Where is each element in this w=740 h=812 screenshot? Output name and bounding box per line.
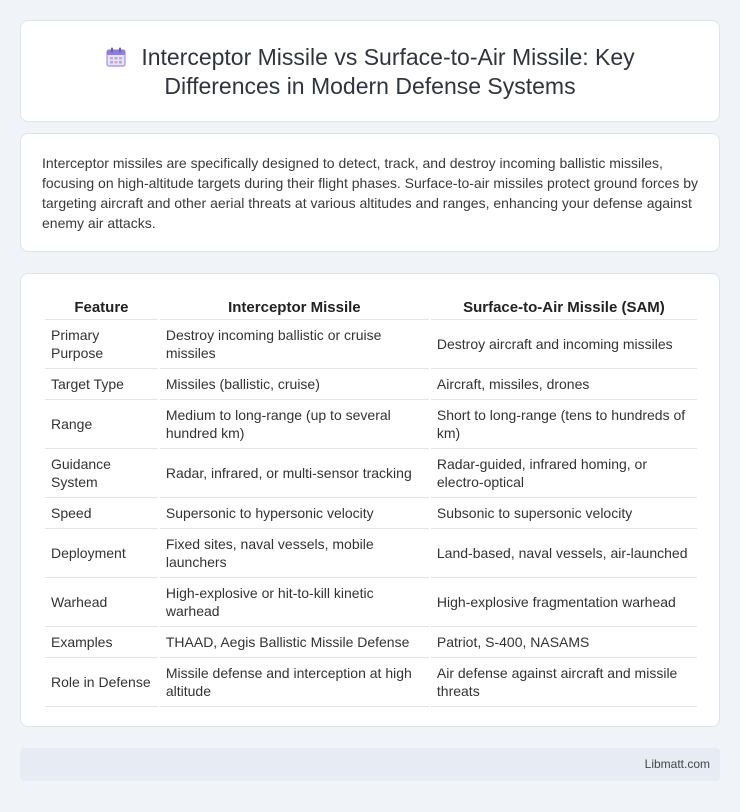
- sam-cell: Destroy aircraft and incoming missiles: [431, 320, 697, 369]
- table-row: [45, 320, 697, 369]
- header-sam: Surface-to-Air Missile (SAM): [431, 296, 697, 320]
- sam-cell: Land-based, naval vessels, air-launched: [431, 529, 697, 578]
- feature-cell: Target Type: [45, 369, 158, 400]
- footer-brand-link[interactable]: Libmatt.com: [644, 757, 710, 771]
- feature-cell: Deployment: [45, 529, 158, 578]
- table-header-row: [45, 296, 697, 320]
- feature-cell: Warhead: [45, 578, 158, 627]
- interceptor-cell: THAAD, Aegis Ballistic Missile Defense: [160, 627, 429, 658]
- feature-cell: Primary Purpose: [45, 320, 158, 369]
- table-row: [45, 498, 697, 529]
- title-card: [20, 20, 720, 122]
- comparison-table: [43, 296, 699, 707]
- sam-cell: Subsonic to supersonic velocity: [431, 498, 697, 529]
- interceptor-cell: Supersonic to hypersonic velocity: [160, 498, 429, 529]
- page-title: Interceptor Missile vs Surface-to-Air Missile: Key Differences in Modern Defense Systems: [141, 44, 635, 99]
- calendar-icon: [105, 46, 127, 68]
- interceptor-cell: Destroy incoming ballistic or cruise missiles: [160, 320, 429, 369]
- interceptor-cell: Missiles (ballistic, cruise): [160, 369, 429, 400]
- interceptor-cell: Radar, infrared, or multi-sensor tracking: [160, 449, 429, 498]
- sam-cell: Short to long-range (tens to hundreds of km): [431, 400, 697, 449]
- comparison-card: [20, 273, 720, 727]
- sam-cell: Air defense against aircraft and missile threats: [431, 658, 697, 707]
- feature-cell: Speed: [45, 498, 158, 529]
- interceptor-cell: High-explosive or hit-to-kill kinetic warhead: [160, 578, 429, 627]
- footer-bar: [20, 748, 720, 781]
- interceptor-cell: Medium to long-range (up to several hundred km): [160, 400, 429, 449]
- intro-paragraph: Interceptor missiles are specifically designed to detect, track, and destroy incoming ballistic missiles, focusing on high-altitude targets during their flight phases. Surface-to-air missiles protect ground forces by targeting aircraft and other aerial threats at various altitudes and ranges, enhancing your defense against enemy air attacks.: [42, 155, 699, 231]
- table-row: [45, 627, 697, 658]
- intro-card: [20, 133, 720, 252]
- header-interceptor: Interceptor Missile: [160, 296, 429, 320]
- sam-cell: Aircraft, missiles, drones: [431, 369, 697, 400]
- feature-cell: Examples: [45, 627, 158, 658]
- feature-cell: Range: [45, 400, 158, 449]
- feature-cell: Role in Defense: [45, 658, 158, 707]
- feature-cell: Guidance System: [45, 449, 158, 498]
- table-row: [45, 369, 697, 400]
- table-row: [45, 449, 697, 498]
- interceptor-cell: Fixed sites, naval vessels, mobile launchers: [160, 529, 429, 578]
- table-row: [45, 400, 697, 449]
- sam-cell: Radar-guided, infrared homing, or electro-optical: [431, 449, 697, 498]
- table-row: [45, 658, 697, 707]
- table-row: [45, 578, 697, 627]
- table-row: [45, 529, 697, 578]
- sam-cell: High-explosive fragmentation warhead: [431, 578, 697, 627]
- header-feature: Feature: [45, 296, 158, 320]
- sam-cell: Patriot, S-400, NASAMS: [431, 627, 697, 658]
- interceptor-cell: Missile defense and interception at high altitude: [160, 658, 429, 707]
- page-title-wrap: [21, 43, 719, 101]
